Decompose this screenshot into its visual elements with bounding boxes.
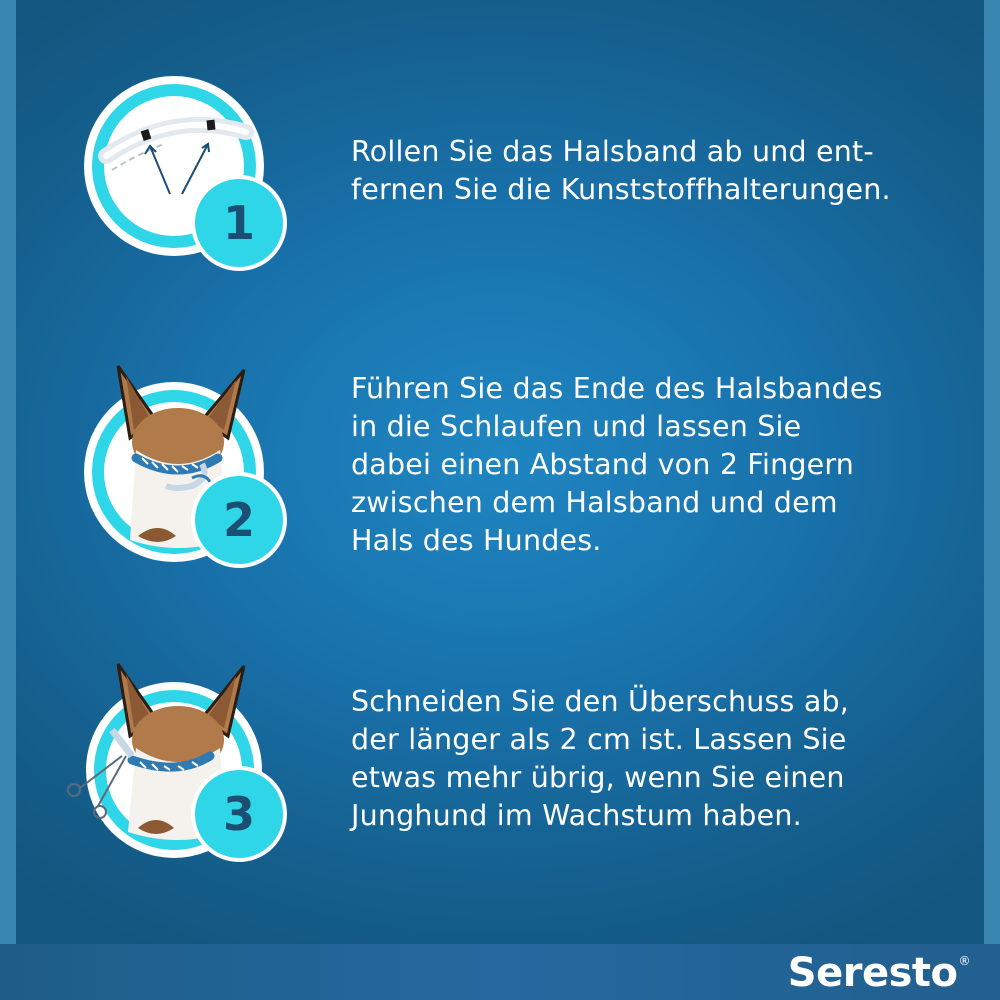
step-2-line-4: zwischen dem Halsband und dem [351, 486, 838, 519]
step-2-line-2: in die Schlaufen und lassen Sie [351, 410, 802, 443]
step-2-text [351, 370, 951, 560]
step-1-line-2: fernen Sie die Kunststoffhalterungen. [351, 173, 891, 206]
step-3-number-badge [191, 766, 287, 862]
brand-name: Seresto [787, 950, 958, 996]
brand-logo [788, 950, 970, 996]
step-3-text [351, 683, 951, 835]
step-3-line-2: der länger als 2 cm ist. Lassen Sie [351, 723, 847, 756]
step-2-line-1: Führen Sie das Ende des Halsbandes [351, 372, 883, 405]
step-1-number-badge [191, 175, 287, 271]
step-1-line-1: Rollen Sie das Halsband ab und ent- [351, 135, 874, 168]
registered-mark: ® [958, 954, 970, 968]
step-3-line-3: etwas mehr übrig, wenn Sie einen [351, 761, 845, 794]
step-3-number: 3 [222, 787, 255, 841]
step-2-number: 2 [222, 493, 255, 547]
step-3-line-1: Schneiden Sie den Überschuss ab, [351, 685, 850, 718]
step-1-text [351, 133, 951, 209]
step-3-line-4: Junghund im Wachstum haben. [351, 799, 802, 832]
step-2-line-5: Hals des Hundes. [351, 524, 602, 557]
step-1-number: 1 [222, 196, 255, 250]
step-2-number-badge [191, 472, 287, 568]
step-2-line-3: dabei einen Abstand von 2 Fingern [351, 448, 855, 481]
